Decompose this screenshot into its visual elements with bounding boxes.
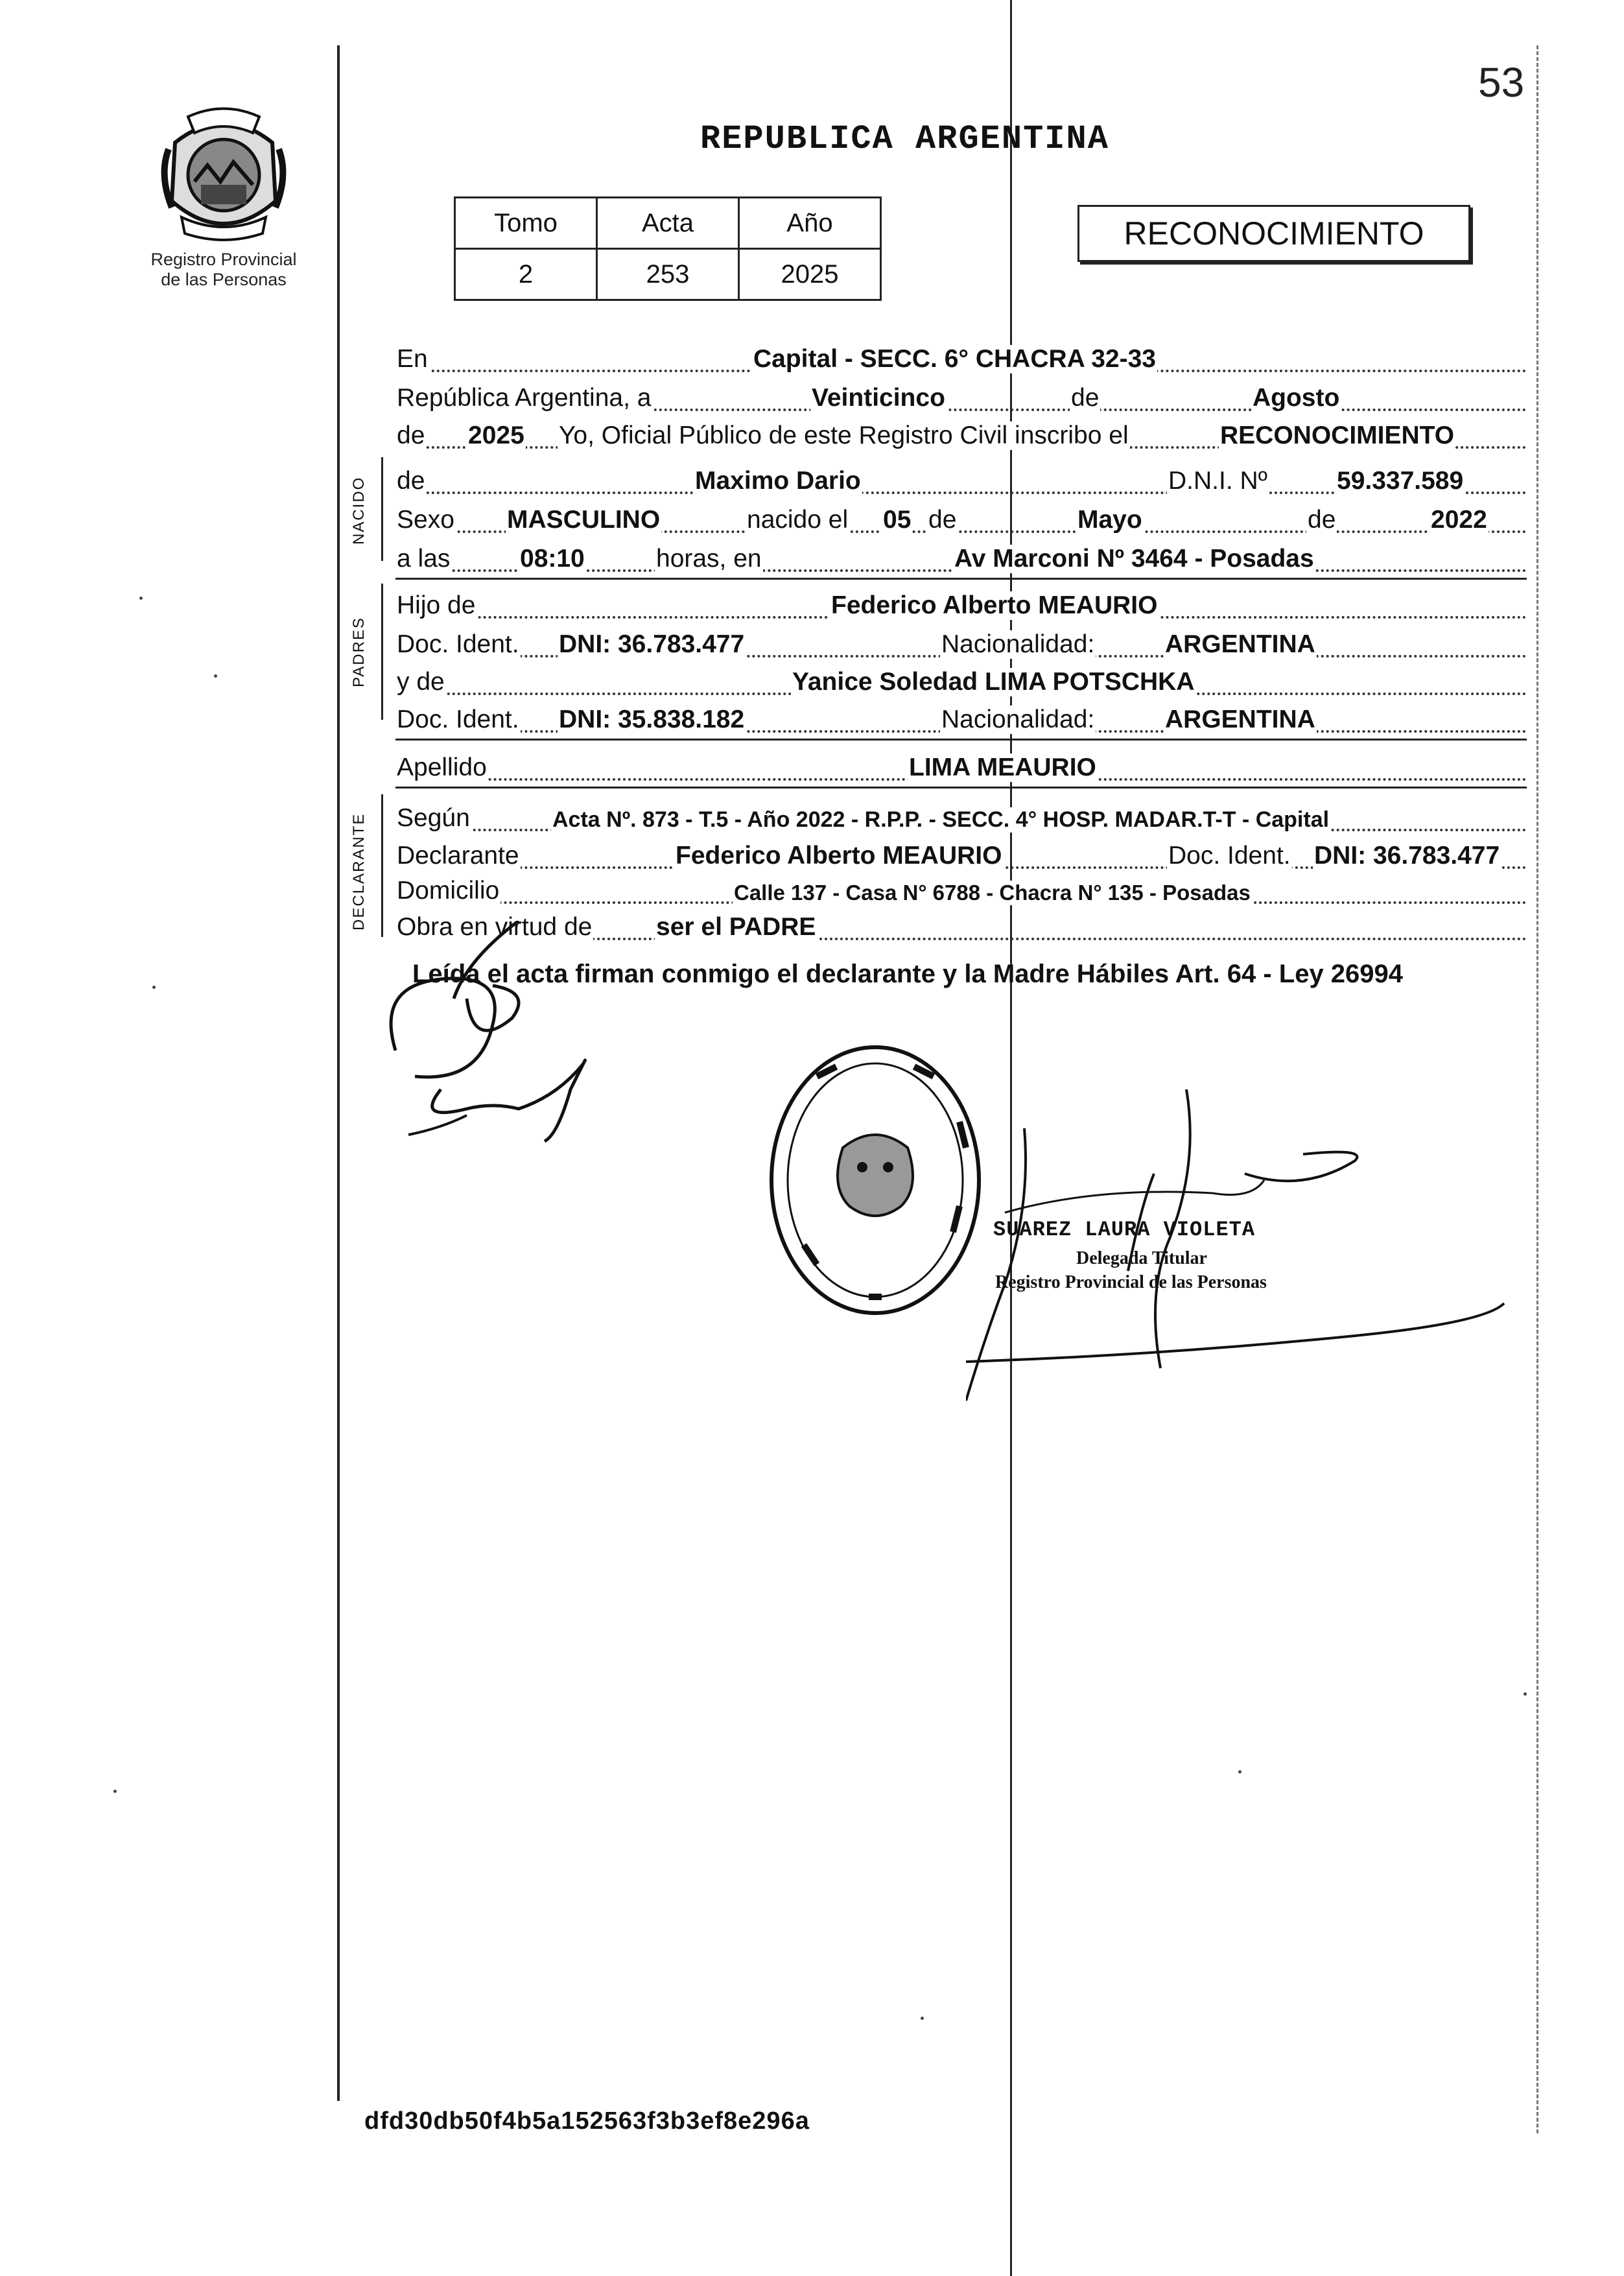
- registry-seal-icon: [765, 1037, 998, 1323]
- father-doc: DNI: 36.783.477: [559, 630, 745, 658]
- scan-speck: [139, 597, 143, 600]
- country-title: REPUBLICA ARGENTINA: [700, 120, 1109, 158]
- parents-section-label: PADRES: [350, 617, 368, 687]
- line-born-time: a las 08:10 horas, en Av Marconi Nº 3464 - Posadas: [395, 537, 1527, 576]
- declarant-bracket: [381, 794, 383, 937]
- line-father-doc: Doc. Ident. DNI: 36.783.477 Nacionalidad: ARGENTINA: [395, 622, 1527, 661]
- mother-doc: DNI: 35.838.182: [559, 705, 745, 733]
- birth-day: 05: [883, 506, 912, 534]
- officer-role: Delegada Titular: [1076, 1248, 1207, 1268]
- line-father: Hijo de Federico Alberto MEAURIO: [395, 584, 1527, 622]
- line-date: República Argentina, a Veinticinco de Agosto: [395, 376, 1527, 415]
- mother-name: Yanice Soledad LIMA POTSCHKA: [792, 668, 1195, 696]
- line-inscribe: de 2025 Yo, Oficial Público de este Registro Civil inscribo el RECONOCIMIENTO: [395, 414, 1527, 453]
- register-value-row: [455, 249, 881, 300]
- act-type-box: RECONOCIMIENTO: [1077, 205, 1470, 262]
- father-nationality: ARGENTINA: [1165, 630, 1315, 658]
- birth-time: 08:10: [520, 545, 585, 573]
- scan-speck: [214, 674, 217, 678]
- officer-signature: [966, 1089, 1524, 1427]
- tomo-value: 2: [455, 249, 597, 300]
- date-day: Veinticinco: [812, 384, 945, 412]
- scan-speck: [1238, 1770, 1242, 1773]
- declarant-name: Federico Alberto MEAURIO: [676, 842, 1002, 870]
- tomo-header: Tomo: [455, 198, 597, 249]
- acta-value: 253: [597, 249, 739, 300]
- declarant-capacity: ser el PADRE: [656, 913, 816, 941]
- date-month: Agosto: [1253, 384, 1340, 412]
- scan-speck: [113, 1790, 117, 1793]
- scan-speck: [921, 2017, 924, 2020]
- line-declarant: Declarante Federico Alberto MEAURIO Doc. Ident. DNI: 36.783.477: [395, 834, 1527, 873]
- mother-nationality: ARGENTINA: [1165, 705, 1315, 733]
- date-year: 2025: [468, 421, 524, 449]
- right-margin-line: [1536, 45, 1538, 2133]
- child-sex: MASCULINO: [507, 506, 661, 534]
- born-bracket: [381, 457, 383, 561]
- act-type-inline: RECONOCIMIENTO: [1220, 421, 1455, 449]
- surname-value: LIMA MEAURIO: [909, 753, 1096, 781]
- line-address: Domicilio Calle 137 - Casa N° 6788 - Chacra N° 135 - Posadas: [395, 869, 1527, 908]
- line-capacity: Obra en virtud de ser el PADRE: [395, 905, 1527, 944]
- father-name: Federico Alberto MEAURIO: [831, 591, 1158, 619]
- born-section-label: NACIDO: [350, 476, 368, 545]
- registry-name: Registro Provincial de las Personas: [150, 250, 297, 289]
- left-margin-line: [337, 45, 340, 2101]
- provincial-crest-icon: [156, 104, 292, 246]
- ano-header: Año: [739, 198, 881, 249]
- register-header-row: [455, 198, 881, 249]
- line-born-sex: Sexo MASCULINO nacido el 05 de Mayo de 2022: [395, 498, 1527, 537]
- acta-header: Acta: [597, 198, 739, 249]
- per-value: Acta Nº. 873 - T.5 - Año 2022 - R.P.P. - SECC. 4° HOSP. MADAR.T-T - Capital: [552, 807, 1330, 832]
- officer-office: Registro Provincial de las Personas: [995, 1272, 1267, 1292]
- birth-month: Mayo: [1077, 506, 1142, 534]
- line-surname: Apellido LIMA MEAURIO: [395, 746, 1527, 785]
- scan-speck: [152, 986, 156, 989]
- line-mother: y de Yanice Soledad LIMA POTSCHKA: [395, 660, 1527, 699]
- page-number: 53: [1478, 59, 1525, 106]
- birth-place: Av Marconi Nº 3464 - Posadas: [954, 545, 1314, 573]
- parents-bracket: [381, 584, 383, 720]
- declarant-section-label: DECLARANTE: [350, 812, 368, 931]
- line-per: Según Acta Nº. 873 - T.5 - Año 2022 - R.P.P. - SECC. 4° HOSP. MADAR.T-T - Capital: [395, 796, 1527, 835]
- child-name: Maximo Dario: [695, 467, 861, 495]
- place-value: Capital - SECC. 6° CHACRA 32-33: [753, 345, 1156, 373]
- ano-value: 2025: [739, 249, 881, 300]
- officer-name: SUAREZ LAURA VIOLETA: [993, 1218, 1256, 1242]
- declarant-doc: DNI: 36.783.477: [1314, 842, 1500, 870]
- line-place: En Capital - SECC. 6° CHACRA 32-33: [395, 337, 1527, 376]
- closing-statement: Leída el acta firman conmigo el declarante y la Madre Hábiles Art. 64 - Ley 26994: [412, 960, 1404, 988]
- document-hash: dfd30db50f4b5a152563f3b3ef8e296a: [364, 2107, 810, 2135]
- register-table: [454, 196, 882, 301]
- declarant-signature: [363, 921, 635, 1154]
- declarant-address: Calle 137 - Casa N° 6788 - Chacra N° 135 - Posadas: [734, 881, 1251, 905]
- line-born-name: de Maximo Dario D.N.I. Nº 59.337.589: [395, 459, 1527, 498]
- birth-year: 2022: [1431, 506, 1487, 534]
- child-dni: 59.337.589: [1337, 467, 1464, 495]
- line-mother-doc: Doc. Ident. DNI: 35.838.182 Nacionalidad: ARGENTINA: [395, 698, 1527, 737]
- scan-speck: [1524, 1692, 1527, 1696]
